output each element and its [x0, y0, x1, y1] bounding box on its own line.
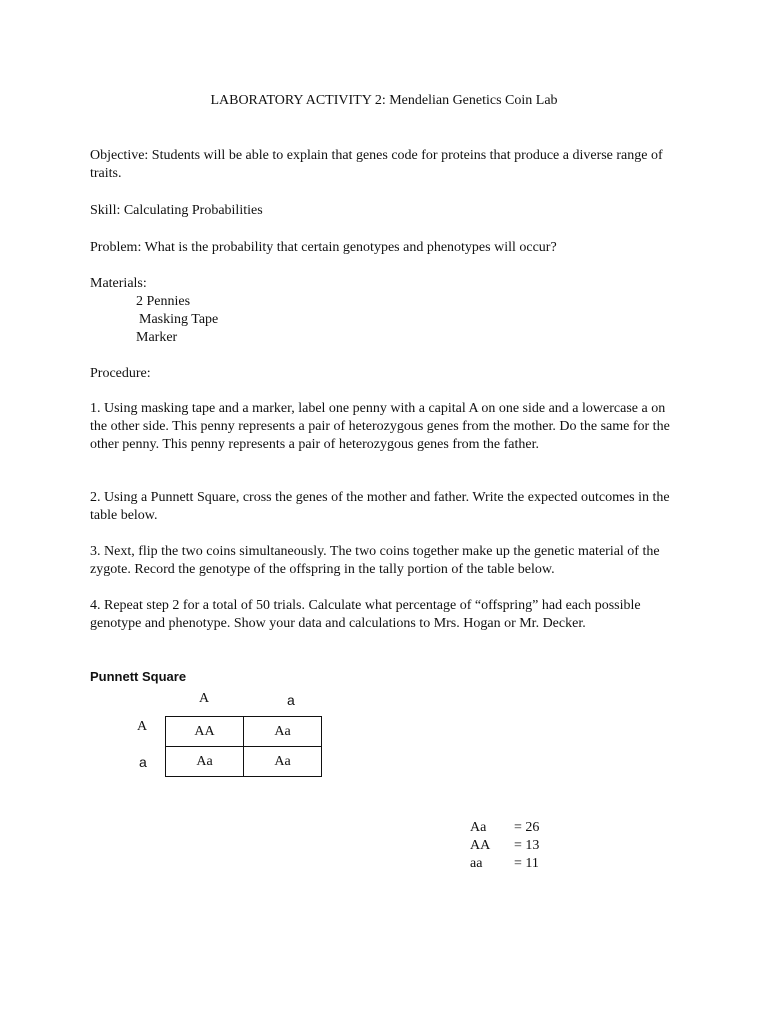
problem-text: Problem: What is the probability that certain genotypes and phenotypes will occur? — [90, 240, 557, 255]
materials-heading: Materials: — [90, 276, 147, 291]
material-item: 2 Pennies — [136, 294, 191, 309]
material-item: Marker — [136, 330, 178, 345]
procedure-step-2: 2. Using a Punnett Square, cross the genes of the mother and father. Write the expected outcomes in the table below. — [90, 490, 670, 523]
punnett-row — [166, 747, 322, 777]
skill-text: Skill: Calculating Probabilities — [90, 203, 263, 218]
procedure-step-3: 3. Next, flip the two coins simultaneously. The two coins together make up the genetic material of the zygote. Record the genotype of the offspring in the tally portion of the table below. — [90, 544, 660, 577]
result-line — [470, 855, 539, 873]
punnett-col-header: a — [287, 692, 295, 708]
procedure-step-4: 4. Repeat step 2 for a total of 50 trials. Calculate what percentage of “offspring” had each possible genotype and phenotype. Show your data and calculations to Mrs. Hogan or Mr. Decker. — [90, 598, 641, 631]
punnett-cell: Aa — [244, 747, 322, 777]
result-genotype: AA — [470, 838, 491, 853]
result-count: = 11 — [514, 856, 539, 871]
result-line — [470, 819, 539, 837]
result-count: = 13 — [514, 838, 540, 853]
punnett-col-header: A — [199, 691, 210, 706]
punnett-square-title: Punnett Square — [90, 669, 187, 684]
procedure-step-1: 1. Using masking tape and a marker, label one penny with a capital A on one side and a lowercase a on the other side. This penny represents a pair of heterozygous genes from the mother. Do the same for the other penny. This penny represents a pair of heterozygous genes from the father. — [90, 401, 670, 452]
punnett-row — [166, 717, 322, 747]
result-genotype: aa — [470, 856, 483, 871]
punnett-cell: Aa — [244, 717, 322, 747]
result-genotype: Aa — [470, 820, 487, 835]
material-item: Masking Tape — [139, 312, 219, 327]
procedure-heading: Procedure: — [90, 366, 151, 381]
lab-title: LABORATORY ACTIVITY 2: Mendelian Genetics Coin Lab — [210, 93, 558, 108]
result-count: = 26 — [514, 820, 540, 835]
result-line — [470, 837, 539, 855]
punnett-row-header: a — [139, 754, 147, 770]
objective-text: Objective: Students will be able to explain that genes code for proteins that produce a diverse range of traits. — [90, 148, 663, 181]
punnett-square-grid — [165, 716, 322, 777]
punnett-cell: AA — [166, 717, 244, 747]
punnett-row-header: A — [137, 719, 148, 734]
punnett-cell: Aa — [166, 747, 244, 777]
